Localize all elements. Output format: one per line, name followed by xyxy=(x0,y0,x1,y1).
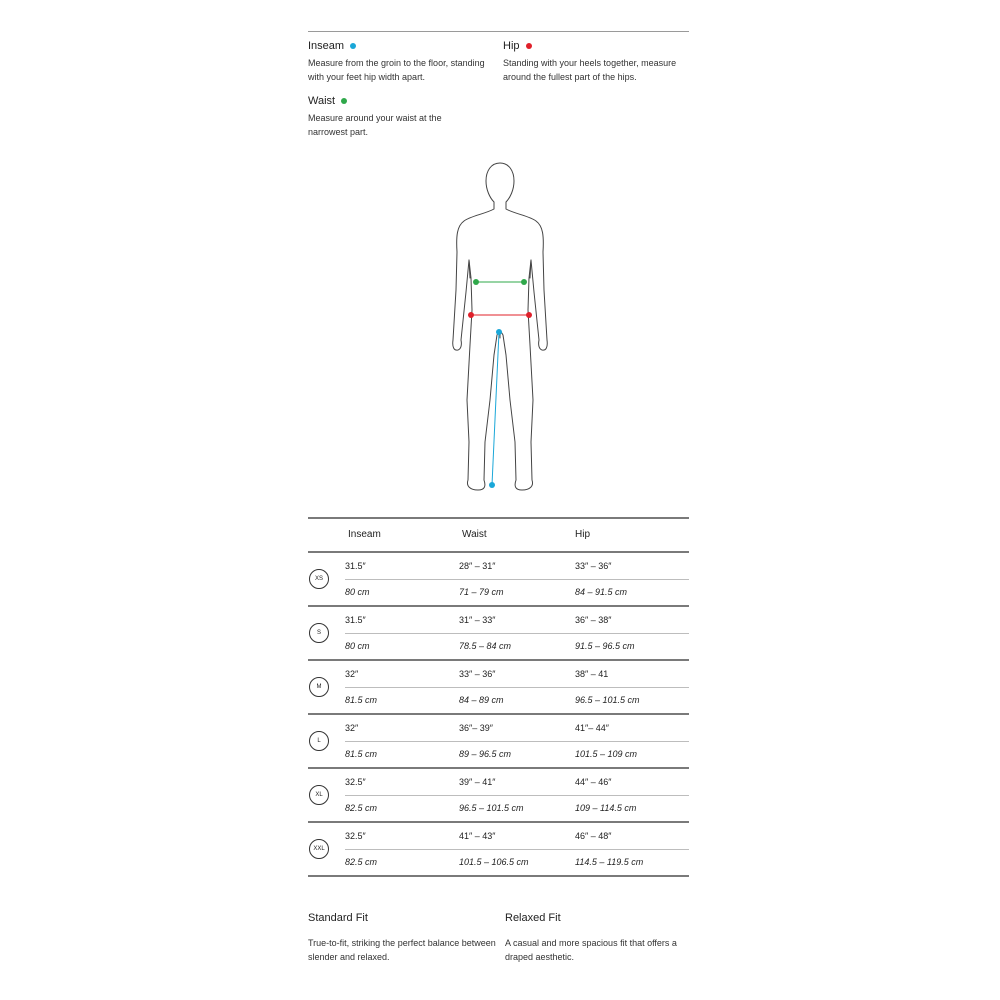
waist-cm: 96.5 – 101.5 cm xyxy=(459,803,524,813)
hip-color-dot-icon xyxy=(526,43,532,49)
size-badge-m: M xyxy=(309,677,329,697)
row-sub-divider xyxy=(345,633,689,634)
inseam-cm: 81.5 cm xyxy=(345,695,378,705)
inseam-cm: 80 cm xyxy=(345,587,370,597)
inseam-in: 32″ xyxy=(345,723,359,733)
inseam-cm: 82.5 cm xyxy=(345,857,378,867)
hip-measure-line xyxy=(468,312,532,318)
inseam-in: 32.5″ xyxy=(345,831,366,841)
size-row-l xyxy=(308,715,689,769)
inseam-in: 32.5″ xyxy=(345,777,366,787)
inseam-cm: 80 cm xyxy=(345,641,370,651)
inseam-guide xyxy=(308,40,498,84)
top-divider xyxy=(308,31,689,32)
waist-in: 41″ – 43″ xyxy=(459,831,496,841)
hip-cm: 101.5 – 109 cm xyxy=(575,749,638,759)
row-sub-divider xyxy=(345,687,689,688)
hip-in: 44″ – 46″ xyxy=(575,777,612,787)
inseam-guide-title: Inseam xyxy=(308,40,345,52)
inseam-in: 32″ xyxy=(345,669,359,679)
standard-fit-title: Standard Fit xyxy=(308,912,368,924)
hip-cm: 114.5 – 119.5 cm xyxy=(575,857,644,867)
hip-in: 38″ – 41 xyxy=(575,669,609,679)
inseam-in: 31.5″ xyxy=(345,561,366,571)
header-hip: Hip xyxy=(575,529,591,540)
hip-guide-description: Standing with your heels together, measure around the fullest part of the hips. xyxy=(503,58,677,82)
row-sub-divider xyxy=(345,849,689,850)
row-sub-divider xyxy=(345,579,689,580)
body-measurement-figure-icon xyxy=(440,160,560,500)
hip-in: 33″ – 36″ xyxy=(575,561,612,571)
header-waist: Waist xyxy=(462,529,487,540)
waist-cm: 71 – 79 cm xyxy=(459,587,504,597)
body-outline xyxy=(453,163,548,490)
size-badge-s: S xyxy=(309,623,329,643)
size-badge-xs: XS xyxy=(309,569,329,589)
waist-in: 39″ – 41″ xyxy=(459,777,496,787)
inseam-measure-line xyxy=(489,329,502,488)
row-sub-divider xyxy=(345,795,689,796)
standard-fit-description: True-to-fit, striking the perfect balance between slender and relaxed. xyxy=(308,938,496,962)
relaxed-fit-title: Relaxed Fit xyxy=(505,912,561,924)
waist-measure-line xyxy=(473,279,527,285)
hip-cm: 91.5 – 96.5 cm xyxy=(575,641,635,651)
size-chart-table xyxy=(308,517,689,877)
size-badge-xl: XL xyxy=(309,785,329,805)
relaxed-fit-description: A casual and more spacious fit that offers a draped aesthetic. xyxy=(505,938,677,962)
size-row-m xyxy=(308,661,689,715)
inseam-in: 31.5″ xyxy=(345,615,366,625)
size-badge-l: L xyxy=(309,731,329,751)
size-row-s xyxy=(308,607,689,661)
hip-cm: 96.5 – 101.5 cm xyxy=(575,695,640,705)
size-row-xs xyxy=(308,553,689,607)
waist-guide-title: Waist xyxy=(308,95,336,107)
hip-cm: 109 – 114.5 cm xyxy=(575,803,637,813)
hip-guide xyxy=(503,40,693,84)
waist-cm: 84 – 89 cm xyxy=(459,695,504,705)
size-badge-xxl: XXL xyxy=(309,839,329,859)
waist-color-dot-icon xyxy=(341,98,347,104)
standard-fit xyxy=(308,912,498,964)
waist-guide xyxy=(308,95,468,139)
waist-cm: 89 – 96.5 cm xyxy=(459,749,512,759)
inseam-color-dot-icon xyxy=(350,43,356,49)
size-chart-header xyxy=(308,517,689,553)
waist-cm: 101.5 – 106.5 cm xyxy=(459,857,529,867)
size-row-xxl xyxy=(308,823,689,877)
waist-in: 33″ – 36″ xyxy=(459,669,496,679)
hip-guide-title: Hip xyxy=(503,40,520,52)
hip-in: 41″– 44″ xyxy=(575,723,609,733)
waist-in: 36″– 39″ xyxy=(459,723,493,733)
waist-guide-description: Measure around your waist at the narrowest part. xyxy=(308,113,442,137)
size-row-xl xyxy=(308,769,689,823)
inseam-cm: 81.5 cm xyxy=(345,749,378,759)
waist-in: 31″ – 33″ xyxy=(459,615,496,625)
row-sub-divider xyxy=(345,741,689,742)
inseam-cm: 82.5 cm xyxy=(345,803,378,813)
hip-in: 46″ – 48″ xyxy=(575,831,612,841)
header-inseam: Inseam xyxy=(348,529,381,540)
relaxed-fit xyxy=(505,912,695,964)
hip-in: 36″ – 38″ xyxy=(575,615,612,625)
hip-cm: 84 – 91.5 cm xyxy=(575,587,628,597)
waist-cm: 78.5 – 84 cm xyxy=(459,641,512,651)
waist-in: 28″ – 31″ xyxy=(459,561,496,571)
inseam-guide-description: Measure from the groin to the floor, standing with your feet hip width apart. xyxy=(308,58,485,82)
